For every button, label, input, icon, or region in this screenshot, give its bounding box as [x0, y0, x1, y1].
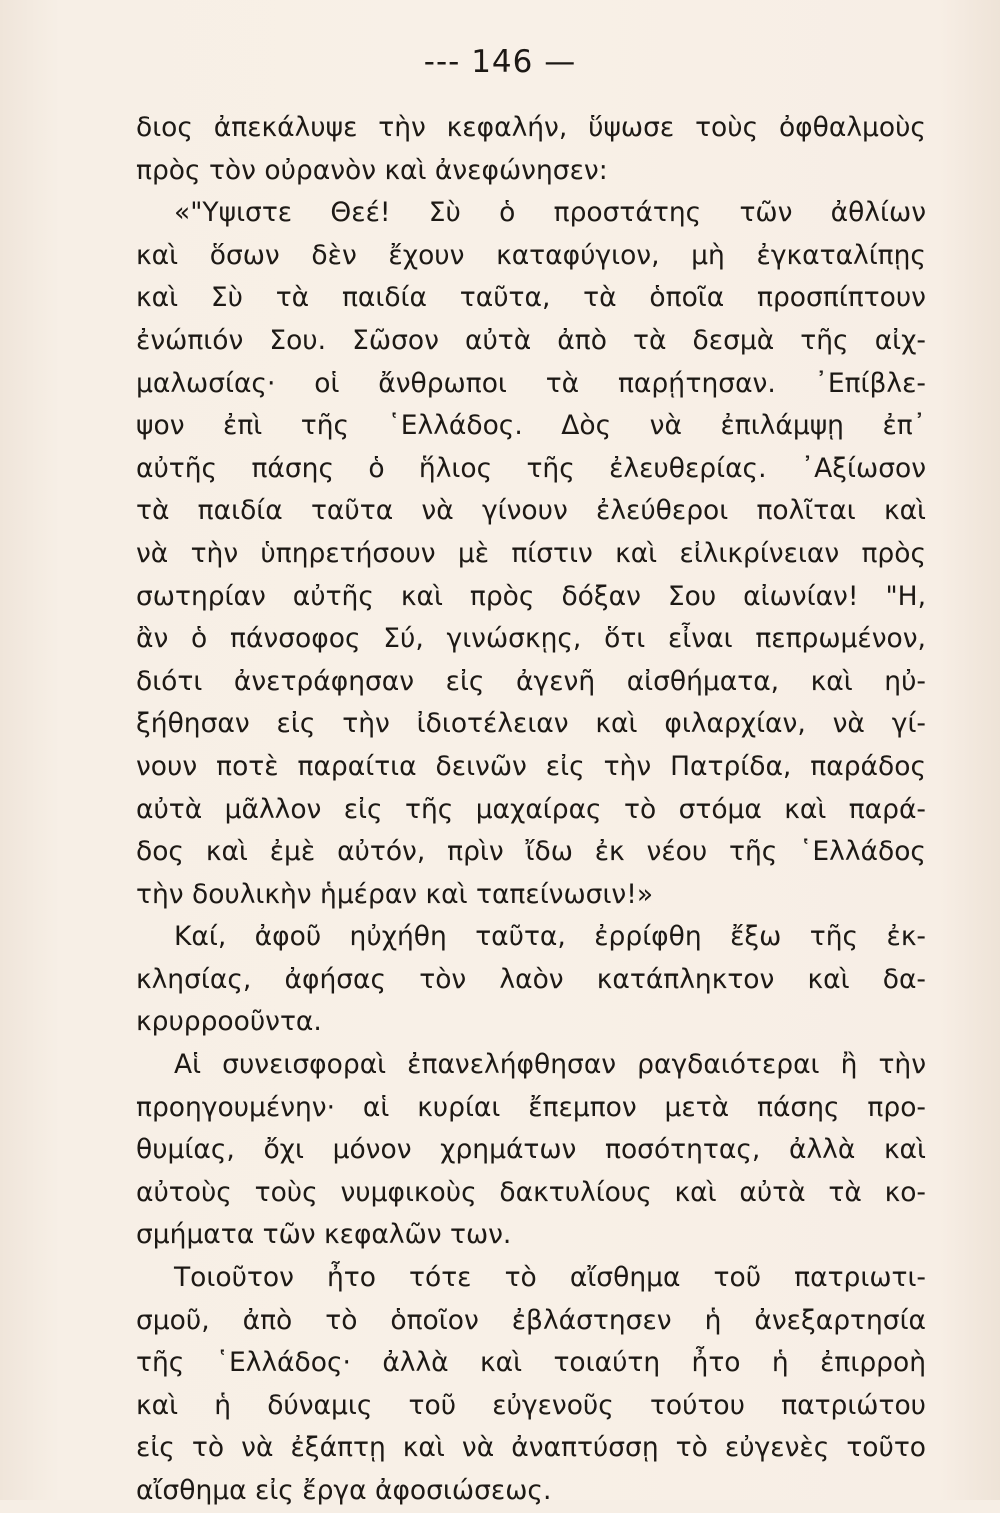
text-line: σωτηρίαν αὐτῆς καὶ πρὸς δόξαν Σου αἰωνίαν! "Η,: [136, 580, 926, 612]
text-line: καὶ Σὺ τὰ παιδία ταῦτα, τὰ ὁποῖα προσπίπτουν: [136, 282, 926, 314]
text-line: καὶ ὅσων δὲν ἔχουν καταφύγιον, μὴ ἐγκαταλίπῃς: [136, 239, 926, 271]
text-line: ἂν ὁ πάνσοφος Σύ, γινώσκῃς, ὅτι εἶναι πεπρωμένον,: [136, 623, 926, 655]
text-line: κλησίας, ἀφήσας τὸν λαὸν κατάπληκτον καὶ δα-: [136, 963, 926, 995]
text-line: ἐνώπιόν Σου. Σῶσον αὐτὰ ἀπὸ τὰ δεσμὰ τῆς αἰχ-: [136, 324, 926, 356]
text-line: Αἱ συνεισφοραὶ ἐπανελήφθησαν ραγδαιότεραι ἢ τὴν: [174, 1049, 926, 1081]
body-text: [136, 107, 926, 1513]
text-line: αὐτὰ μᾶλλον εἰς τῆς μαχαίρας τὸ στόμα καὶ παρά-: [136, 793, 926, 825]
text-line: πρὸς τὸν οὐρανὸν καὶ ἀνεφώνησεν:: [136, 154, 608, 186]
text-line: αἴσθημα εἰς ἔργα ἀφοσιώσεως.: [136, 1475, 552, 1506]
text-line: τὴν δουλικὴν ἡμέραν καὶ ταπείνωσιν!»: [136, 878, 654, 910]
text-line: νουν ποτὲ παραίτια δεινῶν εἰς τὴν Πατρίδα, παράδος: [136, 750, 926, 782]
text-line: καὶ ἡ δύναμις τοῦ εὐγενοῦς τούτου πατριώτου: [136, 1389, 926, 1421]
text-line: «"Υψιστε Θεέ! Σὺ ὁ προστάτης τῶν ἀθλίων: [174, 197, 926, 229]
text-line: αὐτῆς πάσης ὁ ἥλιος τῆς ἐλευθερίας. ᾿Αξίωσον: [136, 452, 926, 484]
text-line: σμήματα τῶν κεφαλῶν των.: [136, 1219, 512, 1251]
text-line: Τοιοῦτον ἦτο τότε τὸ αἴσθημα τοῦ πατριωτι-: [174, 1262, 926, 1294]
page-number: --- 146 —: [423, 44, 577, 80]
text-line: αὐτοὺς τοὺς νυμφικοὺς δακτυλίους καὶ αὐτὰ τὰ κο-: [136, 1176, 926, 1208]
text-line: κρυρροοῦντα.: [136, 1006, 322, 1038]
text-line: εἰς τὸ νὰ ἐξάπτῃ καὶ νὰ ἀναπτύσσῃ τὸ εὐγενὲς τοῦτο: [136, 1432, 926, 1464]
text-line: θυμίας, ὄχι μόνον χρημάτων ποσότητας, ἀλλὰ καὶ: [136, 1134, 926, 1166]
text-line: δος καὶ ἐμὲ αὐτόν, πρὶν ἴδω ἐκ νέου τῆς ῾Ελλάδος: [136, 836, 926, 868]
text-line: μαλωσίας· οἱ ἄνθρωποι τὰ παρῄτησαν. ᾿Επίβλε-: [136, 367, 926, 399]
text-line: ψον ἐπὶ τῆς ῾Ελλάδος. Δὸς νὰ ἐπιλάμψῃ ἐπ᾿: [136, 410, 926, 442]
text-line: διότι ἀνετράφησαν εἰς ἀγενῆ αἰσθήματα, καὶ ηὐ-: [136, 665, 926, 697]
text-line: προηγουμένην· αἱ κυρίαι ἔπεμπον μετὰ πάσης προ-: [136, 1091, 926, 1123]
text-line: νὰ τὴν ὑπηρετήσουν μὲ πίστιν καὶ εἰλικρίνειαν πρὸς: [136, 537, 926, 569]
text-line: σμοῦ, ἀπὸ τὸ ὁποῖον ἐβλάστησεν ἡ ἀνεξαρτησία: [136, 1304, 926, 1336]
text-line: Καί, ἀφοῦ ηὐχήθη ταῦτα, ἐρρίφθη ἔξω τῆς ἐκ-: [174, 921, 926, 953]
text-line: ξήθησαν εἰς τὴν ἰδιοτέλειαν καὶ φιλαρχίαν, νὰ γί-: [136, 708, 926, 740]
text-line: τὰ παιδία ταῦτα νὰ γίνουν ἐλεύθεροι πολῖται καὶ: [136, 495, 926, 527]
text-line: τῆς ῾Ελλάδος· ἀλλὰ καὶ τοιαύτη ἦτο ἡ ἐπιρροὴ: [136, 1347, 926, 1379]
text-line: διος ἀπεκάλυψε τὴν κεφαλήν, ὕψωσε τοὺς ὀφθαλμοὺς: [136, 112, 926, 143]
